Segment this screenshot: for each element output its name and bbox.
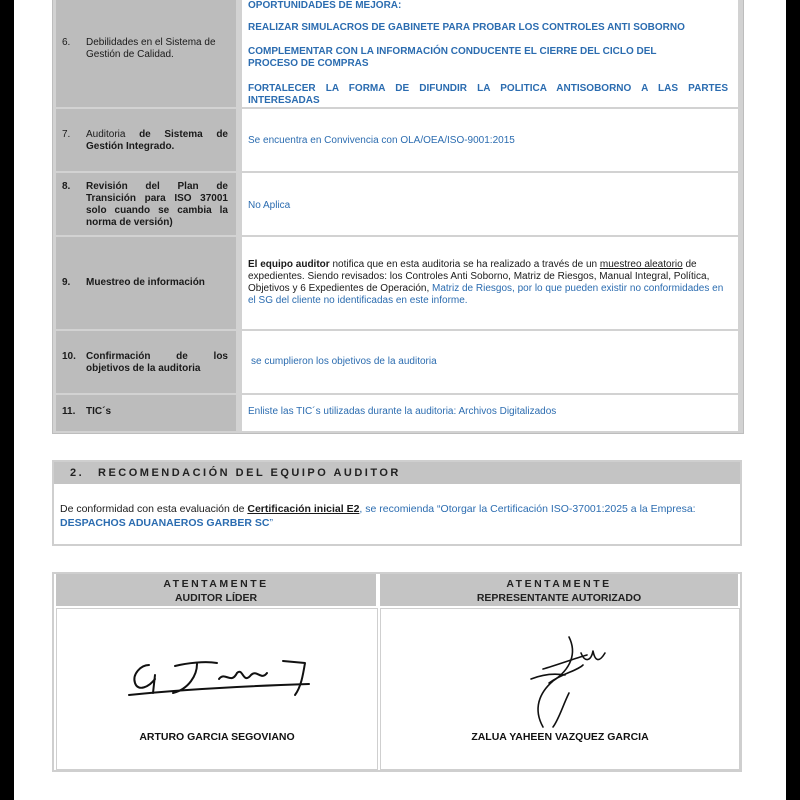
improvement-heading: OPORTUNIDADES DE MEJORA: xyxy=(248,0,402,11)
improvement-item: FORTALECER LA FORMA DE DIFUNDIR LA POLITICA ANTISOBORNO A LAS PARTES INTERESADAS xyxy=(248,83,728,106)
row-label xyxy=(86,129,228,153)
table-row xyxy=(53,395,743,431)
signature-box-left xyxy=(56,608,378,770)
improvement-item: REALIZAR SIMULACROS DE GABINETE PARA PROBAR LOS CONTROLES ANTI SOBORNO xyxy=(248,22,685,33)
recommendation-text xyxy=(60,502,730,530)
sampling-text: de expedientes. Siendo revisados: los Controles Anti Soborno, Matriz de Riesgos, Manual Integral, Política, Objetivos y 6 Expedientes de Operación, xyxy=(248,259,710,294)
section-title: RECOMENDACIÓN DEL EQUIPO AUDITOR xyxy=(98,467,401,479)
sampling-note xyxy=(248,259,728,307)
table-row xyxy=(53,0,743,107)
table-row xyxy=(53,173,743,235)
row-label-cell xyxy=(56,109,236,171)
row-label-cell xyxy=(56,331,236,393)
regards-label: ATENTAMENTE xyxy=(506,578,612,590)
row-label-plain: Auditoria xyxy=(86,129,140,140)
sampling-lead: El equipo auditor xyxy=(248,259,330,270)
handwritten-signature-left xyxy=(57,609,379,729)
signature-header-left xyxy=(56,574,376,606)
sampling-method: muestreo aleatorio xyxy=(599,259,683,270)
row-value: No Aplica xyxy=(248,200,291,211)
improvement-item: COMPLEMENTAR CON LA INFORMACIÓN CONDUCENTE EL CIERRE DEL CICLO DEL PROCESO DE COMPRAS xyxy=(248,46,657,69)
row-number: 11. xyxy=(62,406,76,417)
recommendation-section xyxy=(52,460,742,546)
document-page xyxy=(14,0,786,800)
row-value: Se encuentra en Convivencia con OLA/OEA/ISO-9001:2015 xyxy=(248,135,515,146)
row-number: 6. xyxy=(62,37,71,48)
row-label-cell xyxy=(56,237,236,329)
signer-name: ZALUA YAHEEN VAZQUEZ GARCIA xyxy=(471,731,649,743)
row-label-bold: de Sistema de Gestión Integrado. xyxy=(86,129,228,152)
table-row xyxy=(53,331,743,393)
row-label-cell xyxy=(56,395,236,431)
row-value-cell xyxy=(242,0,738,107)
row-value-cell xyxy=(242,237,738,329)
recommendation-end: ” xyxy=(269,517,273,529)
row-number: 7. xyxy=(62,129,71,140)
section-header xyxy=(54,462,740,484)
row-label: Confirmación de los objetivos de la auditoria xyxy=(86,351,228,374)
signer-role: AUDITOR LÍDER xyxy=(174,592,258,604)
audit-table xyxy=(52,0,744,434)
row-number: 9. xyxy=(62,277,71,288)
row-value-cell xyxy=(242,395,738,431)
table-row xyxy=(53,237,743,329)
signer-name: ARTURO GARCIA SEGOVIANO xyxy=(139,731,295,743)
signer-role: REPRESENTANTE AUTORIZADO xyxy=(476,592,642,604)
sampling-text: Matriz de Riesgos, por lo que pueden existir no conformidades en el SG del cliente no identificadas en este informe. xyxy=(248,283,724,306)
certification-type: Certificación inicial E2 xyxy=(247,503,360,515)
regards-label: ATENTAMENTE xyxy=(163,578,269,590)
row-label-cell xyxy=(56,173,236,235)
signature-box-right xyxy=(380,608,740,770)
handwritten-signature-right xyxy=(381,609,741,749)
recommendation-body: , se recomienda “Otorgar la Certificación ISO-37001:2025 a la Empresa: xyxy=(359,503,696,515)
row-label-cell xyxy=(56,0,236,107)
company-name: DESPACHOS ADUANAEROS GARBER SC xyxy=(60,517,270,529)
row-value: se cumplieron los objetivos de la auditoria xyxy=(251,356,437,367)
row-value: Enliste las TIC´s utilizadas durante la auditoria: Archivos Digitalizados xyxy=(248,406,557,417)
row-value-cell xyxy=(242,331,738,393)
row-number: 8. xyxy=(62,181,71,192)
row-label: TIC´s xyxy=(86,406,111,417)
row-value-cell xyxy=(242,109,738,171)
row-number: 10. xyxy=(62,351,76,362)
row-label: Muestreo de información xyxy=(86,277,205,288)
signature-block xyxy=(52,572,742,772)
sampling-text: notifica que en esta auditoria se ha realizado a través de un xyxy=(329,259,600,270)
table-row xyxy=(53,109,743,171)
row-value-cell xyxy=(242,173,738,235)
recommendation-lead: De conformidad con esta evaluación de xyxy=(60,503,248,515)
row-label: Debilidades en el Sistema de Gestión de Calidad. xyxy=(86,37,216,60)
row-label: Revisión del Plan de Transición para ISO 37001 solo cuando se cambia la norma de versión) xyxy=(86,181,228,228)
section-number: 2. xyxy=(70,467,85,479)
signature-header-right xyxy=(380,574,738,606)
